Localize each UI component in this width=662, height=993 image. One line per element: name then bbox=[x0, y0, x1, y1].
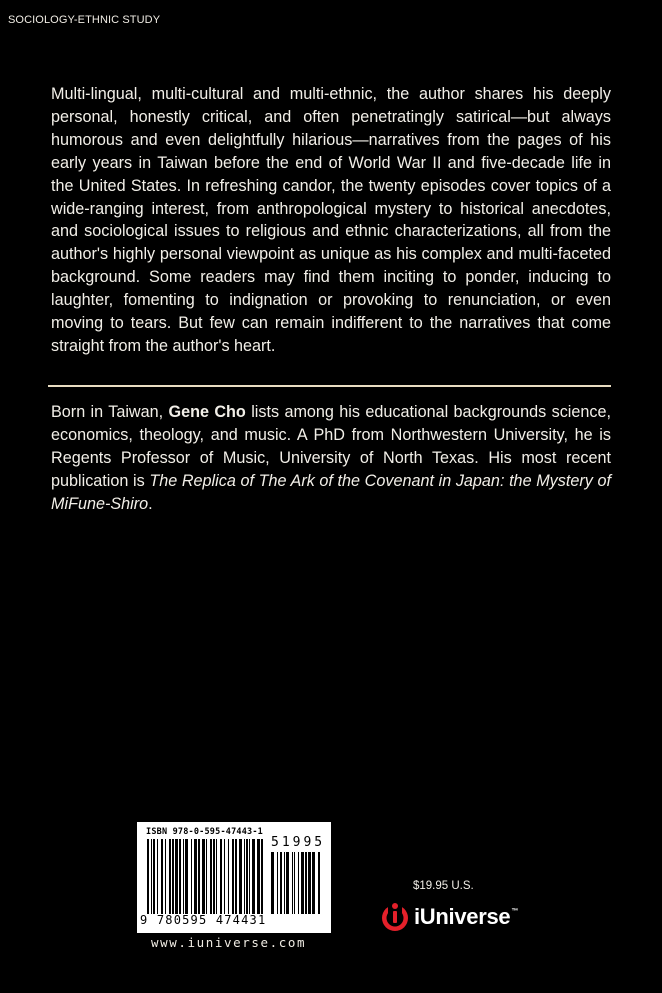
barcode-bar bbox=[206, 839, 207, 914]
barcode-bar bbox=[157, 839, 158, 914]
barcode-bar bbox=[185, 839, 188, 914]
barcode-bar bbox=[179, 839, 181, 914]
bio-body: lists among his educational backgrounds science, economics, theology, and music. A PhD from Northwestern University, he is Regents Professor of Music, University of North Texas. His most recent publication is bbox=[51, 403, 611, 490]
barcode-bar bbox=[252, 839, 255, 914]
barcode-bar bbox=[277, 852, 278, 914]
barcode-bar bbox=[284, 852, 285, 914]
barcode-bar bbox=[183, 839, 184, 914]
price-code: 51995 bbox=[271, 835, 326, 850]
barcode-bar bbox=[298, 852, 299, 914]
barcode-bar bbox=[301, 852, 304, 914]
barcode-bar bbox=[198, 839, 200, 914]
barcode-bar bbox=[232, 839, 234, 914]
barcode-bar bbox=[165, 839, 166, 914]
barcode-bar bbox=[224, 839, 225, 914]
barcode-bar bbox=[257, 839, 260, 914]
author-bio bbox=[51, 401, 611, 516]
barcode-bar bbox=[153, 839, 155, 914]
barcode-bar bbox=[305, 852, 307, 914]
barcode-bar bbox=[202, 839, 205, 914]
barcode-bar bbox=[228, 839, 229, 914]
bio-ending: . bbox=[148, 494, 153, 513]
barcode-bar bbox=[210, 839, 212, 914]
barcode-bar bbox=[235, 839, 237, 914]
barcode-bar bbox=[239, 839, 242, 914]
barcode-bar bbox=[161, 839, 163, 914]
barcode-bar bbox=[261, 839, 263, 914]
barcode-bar bbox=[220, 839, 222, 914]
barcode-bar bbox=[294, 852, 295, 914]
barcode-bar bbox=[308, 852, 311, 914]
barcode-bar bbox=[169, 839, 171, 914]
isbn-number: ISBN 978-0-595-47443-1 bbox=[146, 827, 263, 837]
section-divider bbox=[48, 385, 611, 387]
publication-title: The Replica of The Ark of the Covenant in Japan: the Mystery of MiFune-Shiro bbox=[51, 471, 611, 513]
barcode-bar bbox=[318, 852, 320, 914]
barcode-bar bbox=[292, 852, 293, 914]
barcode-bar bbox=[175, 839, 178, 914]
publisher-logo bbox=[380, 901, 518, 933]
barcode-bar bbox=[213, 839, 215, 914]
category-label: SOCIOLOGY-ETHNIC STUDY bbox=[8, 14, 161, 26]
publisher-name: iUniverse™ bbox=[414, 904, 519, 929]
isbn-barcode bbox=[137, 822, 331, 933]
retail-price: $19.95 U.S. bbox=[413, 880, 474, 892]
barcode-bar bbox=[172, 839, 174, 914]
barcode-bar bbox=[249, 839, 250, 914]
barcode-bar bbox=[286, 852, 289, 914]
barcode-bar bbox=[194, 839, 197, 914]
iuniverse-logo-icon bbox=[380, 901, 410, 933]
book-blurb: Multi-lingual, multi-cultural and multi-ethnic, the author shares his deeply personal, honestly critical, and often penetratingly satirical—but always humorous and even delightfully hilarious—narratives from the pages of his early years in Taiwan before the end of World War II and five-decade life in the United States. In refreshing candor, the twenty episodes cover topics of a wide-ranging interest, from anthropological mystery to historical anecdotes, and sociological issues to religious and ethnic characterizations, all from the author's highly personal viewpoint as unique as his complex and multi-faceted background. Some readers may find them inciting to ponder, inducing to laughter, fomenting to indignation or provoking to renunciation, or even moving to tears. But few can remain indifferent to the narratives that come straight from the author's heart. bbox=[51, 85, 611, 355]
publisher-website: www.iuniverse.com bbox=[151, 935, 307, 950]
ean-digits: 9 780595 474431 bbox=[140, 913, 267, 927]
barcode-bar bbox=[246, 839, 248, 914]
barcode-bar bbox=[216, 839, 217, 914]
barcode-bar bbox=[280, 852, 282, 914]
barcode-bar bbox=[147, 839, 149, 914]
barcode-bar bbox=[151, 839, 152, 914]
barcode-bar bbox=[312, 852, 315, 914]
bio-intro: Born in Taiwan, bbox=[51, 403, 169, 421]
author-name: Gene Cho bbox=[168, 403, 246, 421]
barcode-bar bbox=[244, 839, 245, 914]
barcode-bar bbox=[191, 839, 192, 914]
barcode-bar bbox=[271, 852, 274, 914]
